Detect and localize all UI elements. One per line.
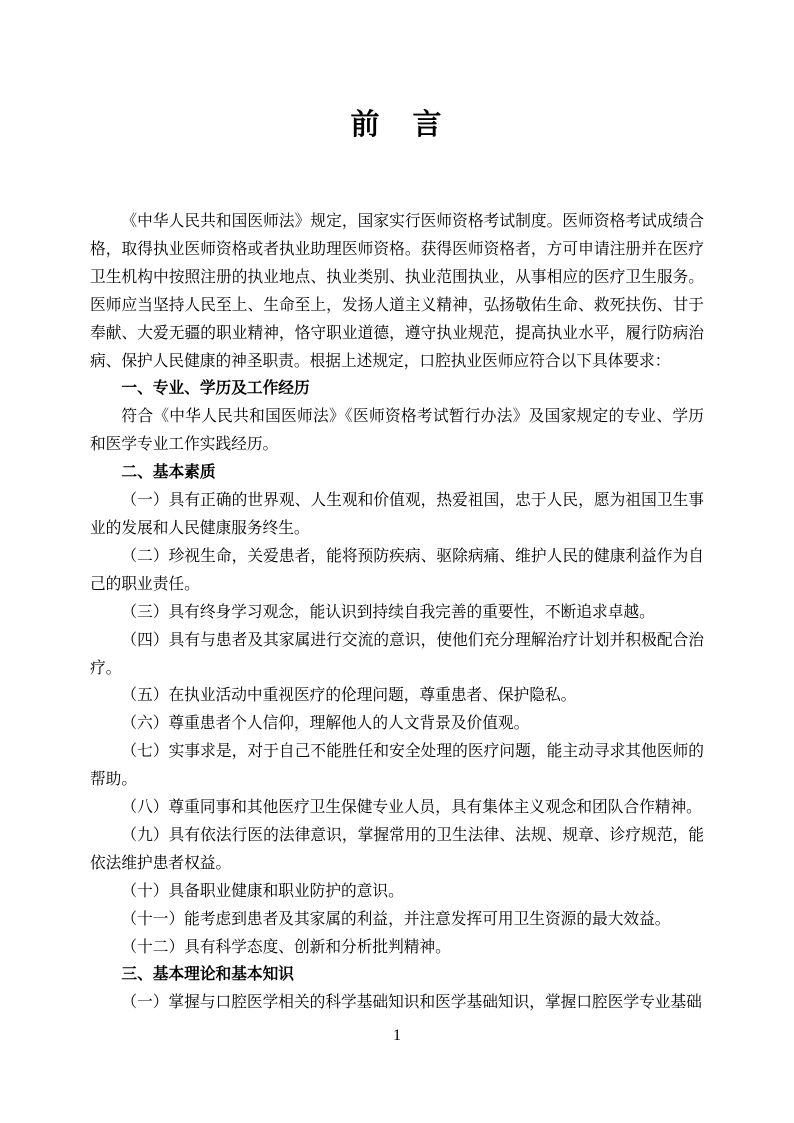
section-heading-2: 二、基本素质 [121, 464, 216, 482]
list-item-2-9: （九）具有依法行医的法律意识，掌握常用的卫生法律、法规、规章、诊疗规范，能依法维护患者权益。 [90, 826, 704, 872]
page-title: 前 言 [350, 109, 444, 141]
list-item-2-11: （十一）能考虑到患者及其家属的利益，并注意发挥可用卫生资源的最大效益。 [121, 910, 671, 928]
list-item-2-8: （八）尊重同事和其他医疗卫生保健专业人员，具有集体主义观念和团队合作精神。 [121, 799, 702, 817]
list-item-2-6: （六）尊重患者个人信仰，理解他人的人文背景及价值观。 [121, 715, 530, 733]
paragraph-section1-body: 符合《中华人民共和国医师法》《医师资格考试暂行办法》及国家规定的专业、学历和医学专业工作实践经历。 [90, 408, 704, 454]
list-item-2-12: （十二）具有科学态度、创新和分析批判精神。 [121, 938, 451, 956]
document-body [90, 101, 704, 1017]
page-number: 1 [393, 1027, 401, 1044]
list-item-2-5: （五）在执业活动中重视医疗的伦理问题，尊重患者、保护隐私。 [121, 687, 577, 705]
section-heading-3: 三、基本理论和基本知识 [121, 966, 294, 984]
list-item-2-2: （二）珍视生命，关爱患者，能将预防疾病、驱除病痛、维护人民的健康利益作为自己的职业责任。 [90, 547, 704, 593]
list-item-2-10: （十）具备职业健康和职业防护的意识。 [121, 882, 404, 900]
list-item-2-1: （一）具有正确的世界观、人生观和价值观，热爱祖国，忠于人民，愿为祖国卫生事业的发展和人民健康服务终生。 [90, 492, 704, 537]
list-item-2-7: （七）实事求是，对于自己不能胜任和安全处理的医疗问题，能主动寻求其他医师的帮助。 [90, 743, 704, 789]
list-item-2-4: （四）具有与患者及其家属进行交流的意识，使他们充分理解治疗计划并积极配合治疗。 [90, 631, 704, 677]
list-item-3-1-truncated: （一）掌握与口腔医学相关的科学基础知识和医学基础知识，掌握口腔医学专业基础 [121, 994, 702, 1012]
paragraph-intro: 《中华人民共和国医师法》规定，国家实行医师资格考试制度。医师资格考试成绩合格，取得执业医师资格或者执业助理医师资格。获得医师资格者，方可申请注册并在医疗卫生机构中按照注册的执业地点、执业类别、执业范围执业，从事相应的医疗卫生服务。医师应当坚持人民至上、生命至上，发扬人道主义精神，弘扬敬佑生命、救死扶伤、甘于奉献、大爱无疆的职业精神，恪守职业道德，遵守执业规范，提高执业水平，履行防病治病、保护人民健康的神圣职责。根据上述规定，口腔执业医师应符合以下具体要求： [90, 213, 704, 370]
section-heading-1: 一、专业、学历及工作经历 [121, 380, 310, 398]
list-item-2-3: （三）具有终身学习观念，能认识到持续自我完善的重要性，不断追求卓越。 [121, 603, 655, 621]
